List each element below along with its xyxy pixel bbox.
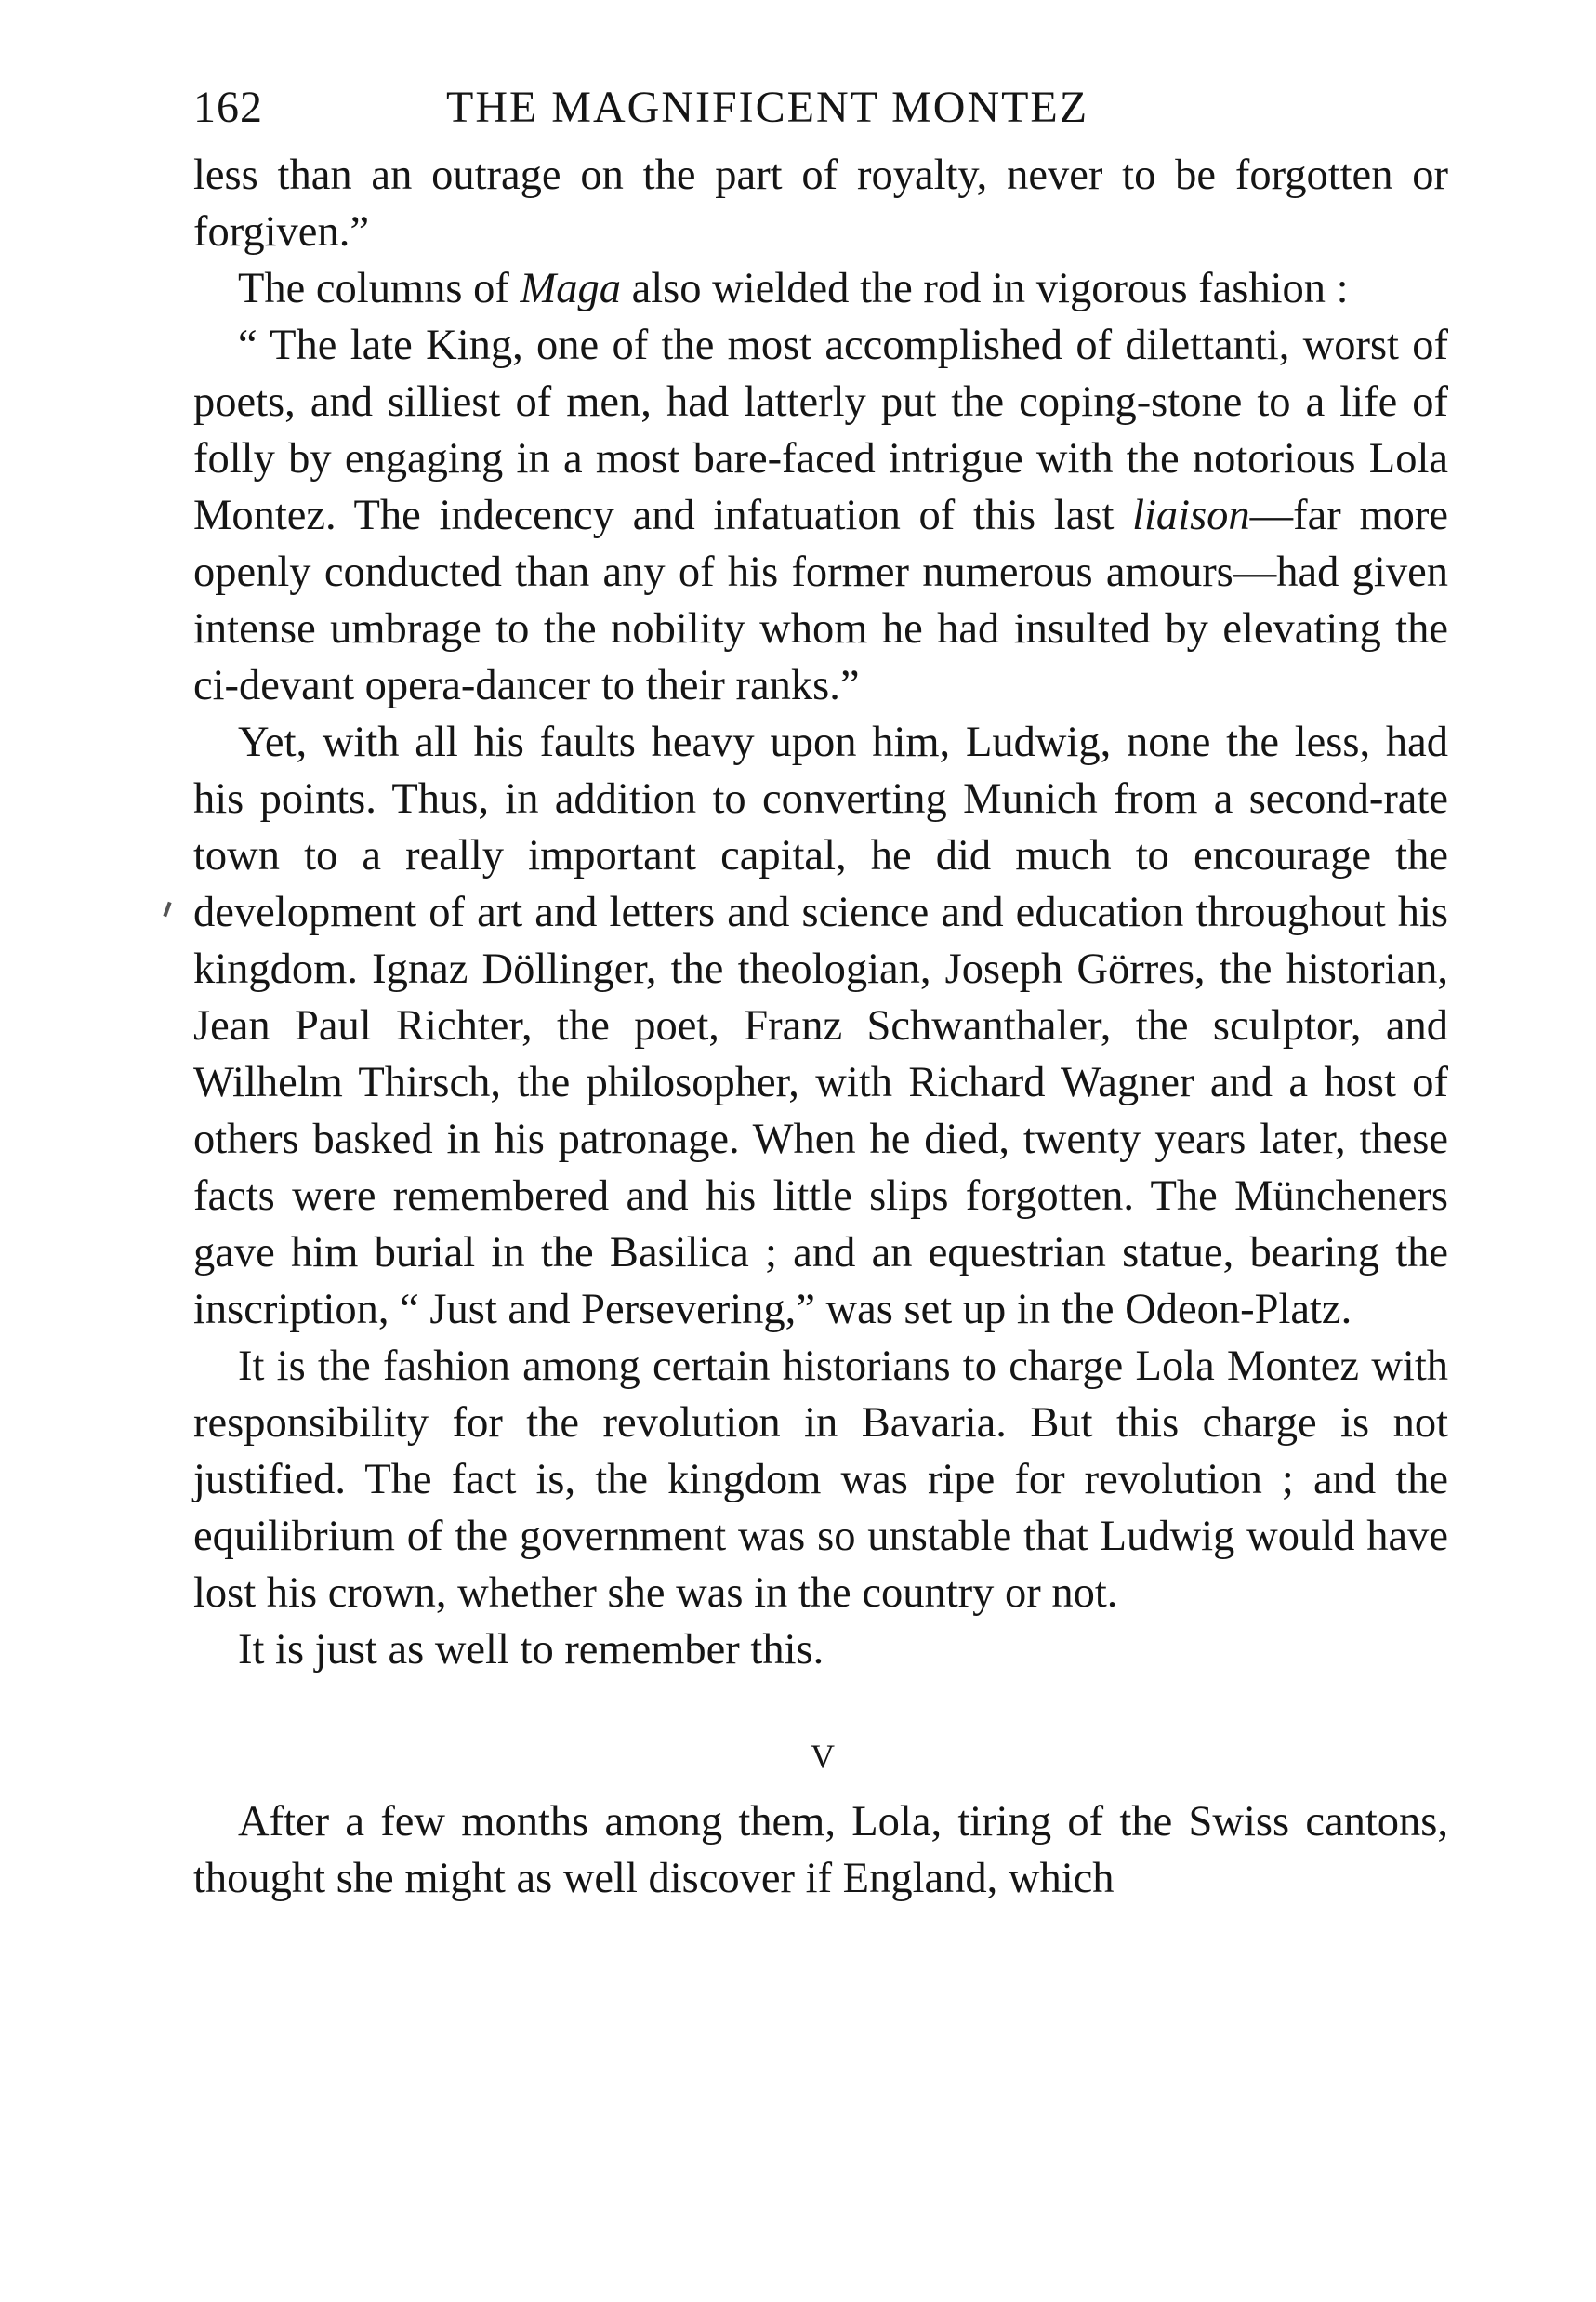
paragraph-quotation — [193, 317, 1448, 714]
running-title: THE MAGNIFICENT MONTEZ — [446, 83, 1089, 132]
paragraph-ludwig: Yet, with all his faults heavy upon him, Ludwig, none the less, had his points. Thus, in addition to converting Munich from a second-rate town to a really important capital, he did much to encourage the development of art and letters and science and education throughout his kingdom. Ignaz Döllinger, the theologian, Joseph Görres, the historian, Jean Paul Richter, the poet, Franz Schwanthaler, the sculptor, and Wilhelm Thirsch, the philosopher, with Richard Wagner and a host of others basked in his patronage. When he died, twenty years later, these facts were remembered and his little slips forgotten. The Müncheners gave him burial in the Basilica ; and an equestrian statue, bearing the inscription, “ Just and Persevering,” was set up in the Odeon-Platz. — [193, 719, 1448, 1333]
paragraph-remember: It is just as well to remember this. — [238, 1626, 824, 1674]
paragraph-continuation: less than an outrage on the part of royalty, never to be forgotten or forgiven.” — [193, 152, 1448, 256]
paragraph-text: —far more openly conducted than any of his former numerous amours—had given intense umbrage to the nobility whom he had insulted by elevating the ci-devant opera-dancer to their ranks.” — [193, 492, 1448, 709]
paragraph-text: The columns of — [238, 265, 521, 312]
section-number: V — [811, 1738, 837, 1775]
italic-title-maga: Maga — [520, 265, 621, 312]
margin-mark — [163, 902, 171, 917]
book-page — [193, 80, 1448, 1907]
paragraph-maga — [193, 260, 1448, 317]
paragraph-revolution: It is the fashion among certain historians to charge Lola Montez with responsibility for the revolution in Bavaria. But this charge is not justified. The fact is, the kingdom was ripe for revolution ; and the equilibrium of the government was so unstable that Ludwig would have lost his crown, whether she was in the country or not. — [193, 1343, 1448, 1617]
page-number: 162 — [193, 83, 263, 132]
body-text — [193, 147, 1448, 1907]
paragraph-text: “ The late King, one of the most accomplished of dilettanti, worst of poets, and silliest of men, had latterly put the coping-stone to a life of folly by engaging in a most bare-faced intrigue with the notorious Lola Montez. The indecency and infatuation of this last — [193, 322, 1448, 539]
paragraph-section-start: After a few months among them, Lola, tiring of the Swiss cantons, thought she might as well discover if England, which — [193, 1798, 1448, 1902]
italic-word-liaison: liaison — [1132, 492, 1250, 539]
running-head — [193, 80, 1448, 147]
paragraph-text: also wielded the rod in vigorous fashion : — [620, 265, 1349, 312]
